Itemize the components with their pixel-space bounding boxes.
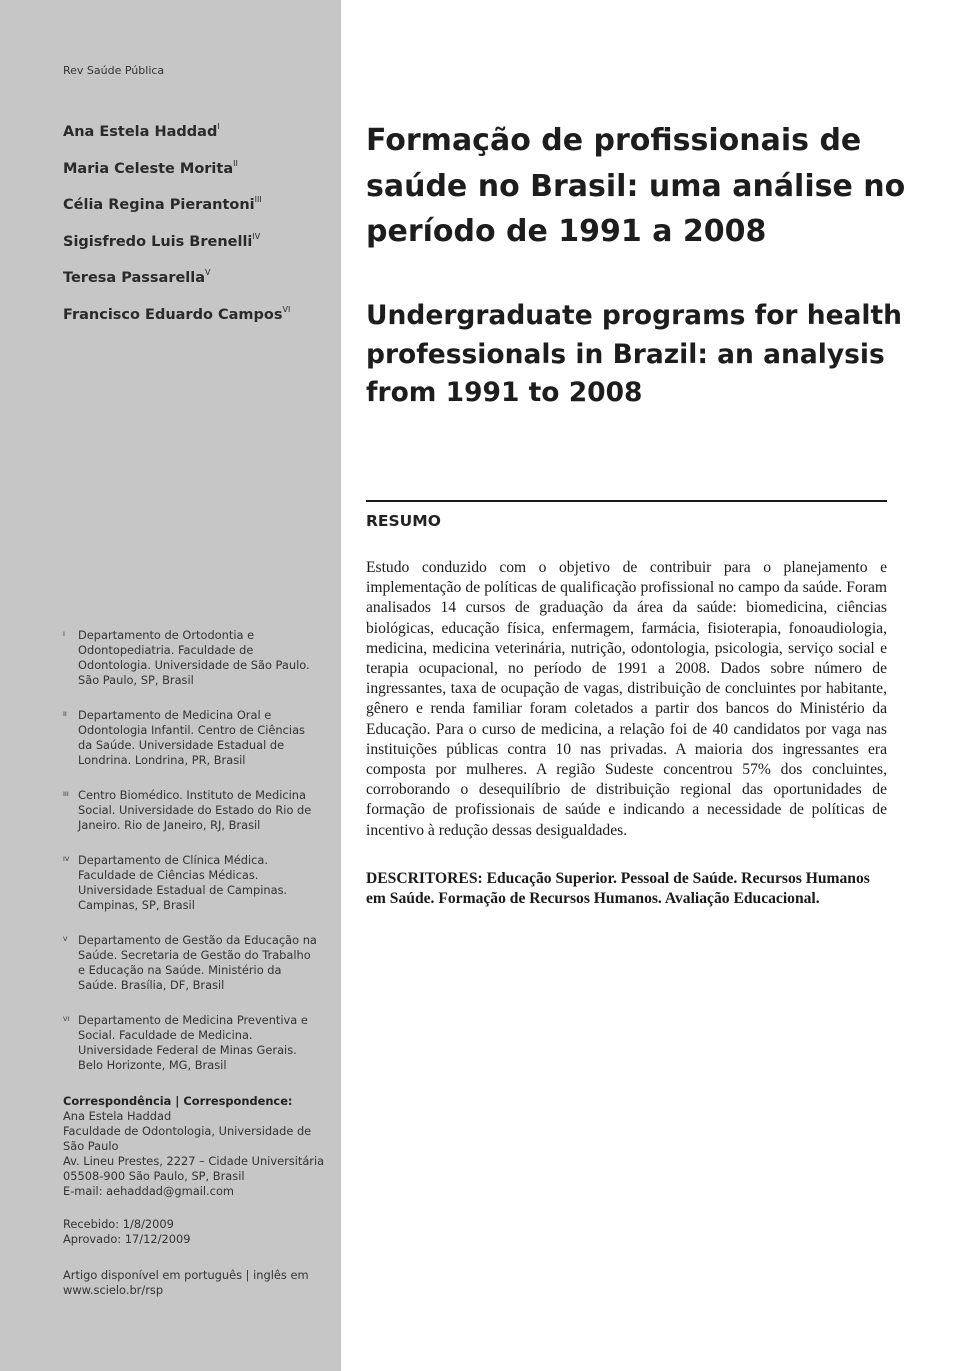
abstract-heading: RESUMO — [366, 512, 441, 530]
journal-name: Rev Saúde Pública — [63, 64, 165, 77]
affiliation-number: VI — [63, 1015, 70, 1023]
descriptors-text: DESCRITORES: Educação Superior. Pessoal de Saúde. Recursos Humanos em Saúde. Formação de Recursos Humanos. Avaliação Educacional. — [366, 870, 870, 908]
author-list — [63, 123, 333, 342]
availability-note: Artigo disponível em português | inglês em www.scielo.br/rsp — [63, 1268, 309, 1297]
author-name: Ana Estela Haddad$^I$ — [63, 122, 220, 140]
affiliation-number: V — [63, 935, 68, 943]
correspondence-line: Faculdade de Odontologia, Universidade de São Paulo — [63, 1124, 312, 1153]
correspondence-line: Ana Estela Haddad — [63, 1109, 172, 1123]
author-affiliation-mark: II — [233, 158, 238, 168]
author-affiliation-mark: V — [205, 268, 211, 277]
correspondence-email[interactable]: E-mail: aehaddad@gmail.com — [63, 1184, 235, 1198]
author-name: Teresa Passarella$^V$ — [63, 268, 211, 286]
abstract-text: Estudo conduzido com o objetivo de contribuir para o planejamento e implementação de políticas de qualificação profissional no campo da saúde. Foram analisados 14 cursos de graduação da área da saúde: biomedicina, ciências biológicas, educação física, enfermagem, farmácia, fisioterapia, fonoaudiologia, medicina, medicina veterinária, nutrição, odontologia, psicologia, serviço social e terapia ocupacional, no período de 1991 a 2008. Dados sobre número de ingressantes, taxa de ocupação de vagas, distribuição de concluintes por habitante, gênero e renda familiar foram coletados a partir dos bancos do Ministério da Educação. Para o curso de medicina, a relação foi de 40 candidatos por vaga nas instituições públicas contra 10 nas privadas. A maioria dos ingressantes era composta por mulheres. A região Sudeste concentrou 57% dos concluintes, corroborando o desequilíbrio de distribuição regional das oportunidades de formação de profissionais de saúde e indicando a necessidade de políticas de incentivo à redução dessas desigualdades. — [366, 559, 887, 839]
affiliation-number: II — [63, 710, 67, 718]
affiliation-text: Departamento de Ortodontia e Odontopediatria. Faculdade de Odontologia. Universidade de São Paulo. São Paulo, SP, Brasil — [78, 628, 310, 687]
author-name: Sigisfredo Luis Brenelli$^{IV}$ — [63, 231, 261, 250]
author-affiliation-mark: III — [254, 195, 262, 204]
affiliation-item — [63, 1013, 321, 1073]
author-name: Célia Regina Pierantoni$^{III}$ — [63, 195, 262, 213]
correspondence-line: 05508-900 São Paulo, SP, Brasil — [63, 1169, 245, 1183]
sidebar-panel — [0, 0, 341, 1371]
affiliation-number: IV — [63, 855, 70, 863]
author-affiliation-mark: I — [217, 122, 220, 131]
article-title-english: Undergraduate programs for health professionals in Brazil: an analysis from 1991 to 2008 — [366, 300, 903, 408]
affiliation-item — [63, 853, 321, 913]
affiliation-item — [63, 628, 321, 688]
affiliation-text: Departamento de Gestão da Educação na Saúde. Secretaria de Gestão do Trabalho e Educação na Saúde. Ministério da Saúde. Brasília, DF, Brasil — [78, 933, 317, 992]
affiliation-list — [63, 628, 321, 1093]
author-name: Francisco Eduardo Campos$^{VI}$ — [63, 304, 291, 323]
article-title-portuguese: Formação de profissionais de saúde no Brasil: uma análise no período de 1991 a 2008 — [366, 123, 906, 249]
affiliation-number: III — [63, 790, 69, 798]
affiliation-text: Departamento de Clínica Médica. Faculdade de Ciências Médicas. Universidade Estadual de Campinas. Campinas, SP, Brasil — [78, 853, 288, 912]
affiliation-text: Departamento de Medicina Preventiva e Social. Faculdade de Medicina. Universidade Federal de Minas Gerais. Belo Horizonte, MG, Brasil — [78, 1013, 308, 1072]
correspondence-block — [63, 1094, 325, 1199]
affiliation-item — [63, 788, 321, 833]
received-date: Recebido: 1/8/2009 — [63, 1217, 174, 1231]
affiliation-item — [63, 933, 321, 993]
affiliation-item — [63, 708, 321, 768]
correspondence-line: Av. Lineu Prestes, 2227 – Cidade Universitária — [63, 1154, 325, 1168]
author-affiliation-mark: VI — [282, 304, 291, 314]
approved-date: Aprovado: 17/12/2009 — [63, 1232, 191, 1246]
author-name: Maria Celeste Morita$^{II}$ — [63, 158, 238, 177]
affiliation-text: Centro Biomédico. Instituto de Medicina Social. Universidade do Estado do Rio de Janeiro. Rio de Janeiro, RJ, Brasil — [78, 788, 312, 832]
affiliation-text: Departamento de Medicina Oral e Odontologia Infantil. Centro de Ciências da Saúde. Universidade Estadual de Londrina. Londrina, PR, Brasil — [78, 708, 305, 767]
correspondence-heading: Correspondência | Correspondence: — [63, 1094, 293, 1108]
affiliation-number: I — [63, 630, 65, 638]
author-affiliation-mark: IV — [252, 231, 261, 241]
dates-block — [63, 1217, 190, 1247]
section-divider — [366, 500, 887, 502]
